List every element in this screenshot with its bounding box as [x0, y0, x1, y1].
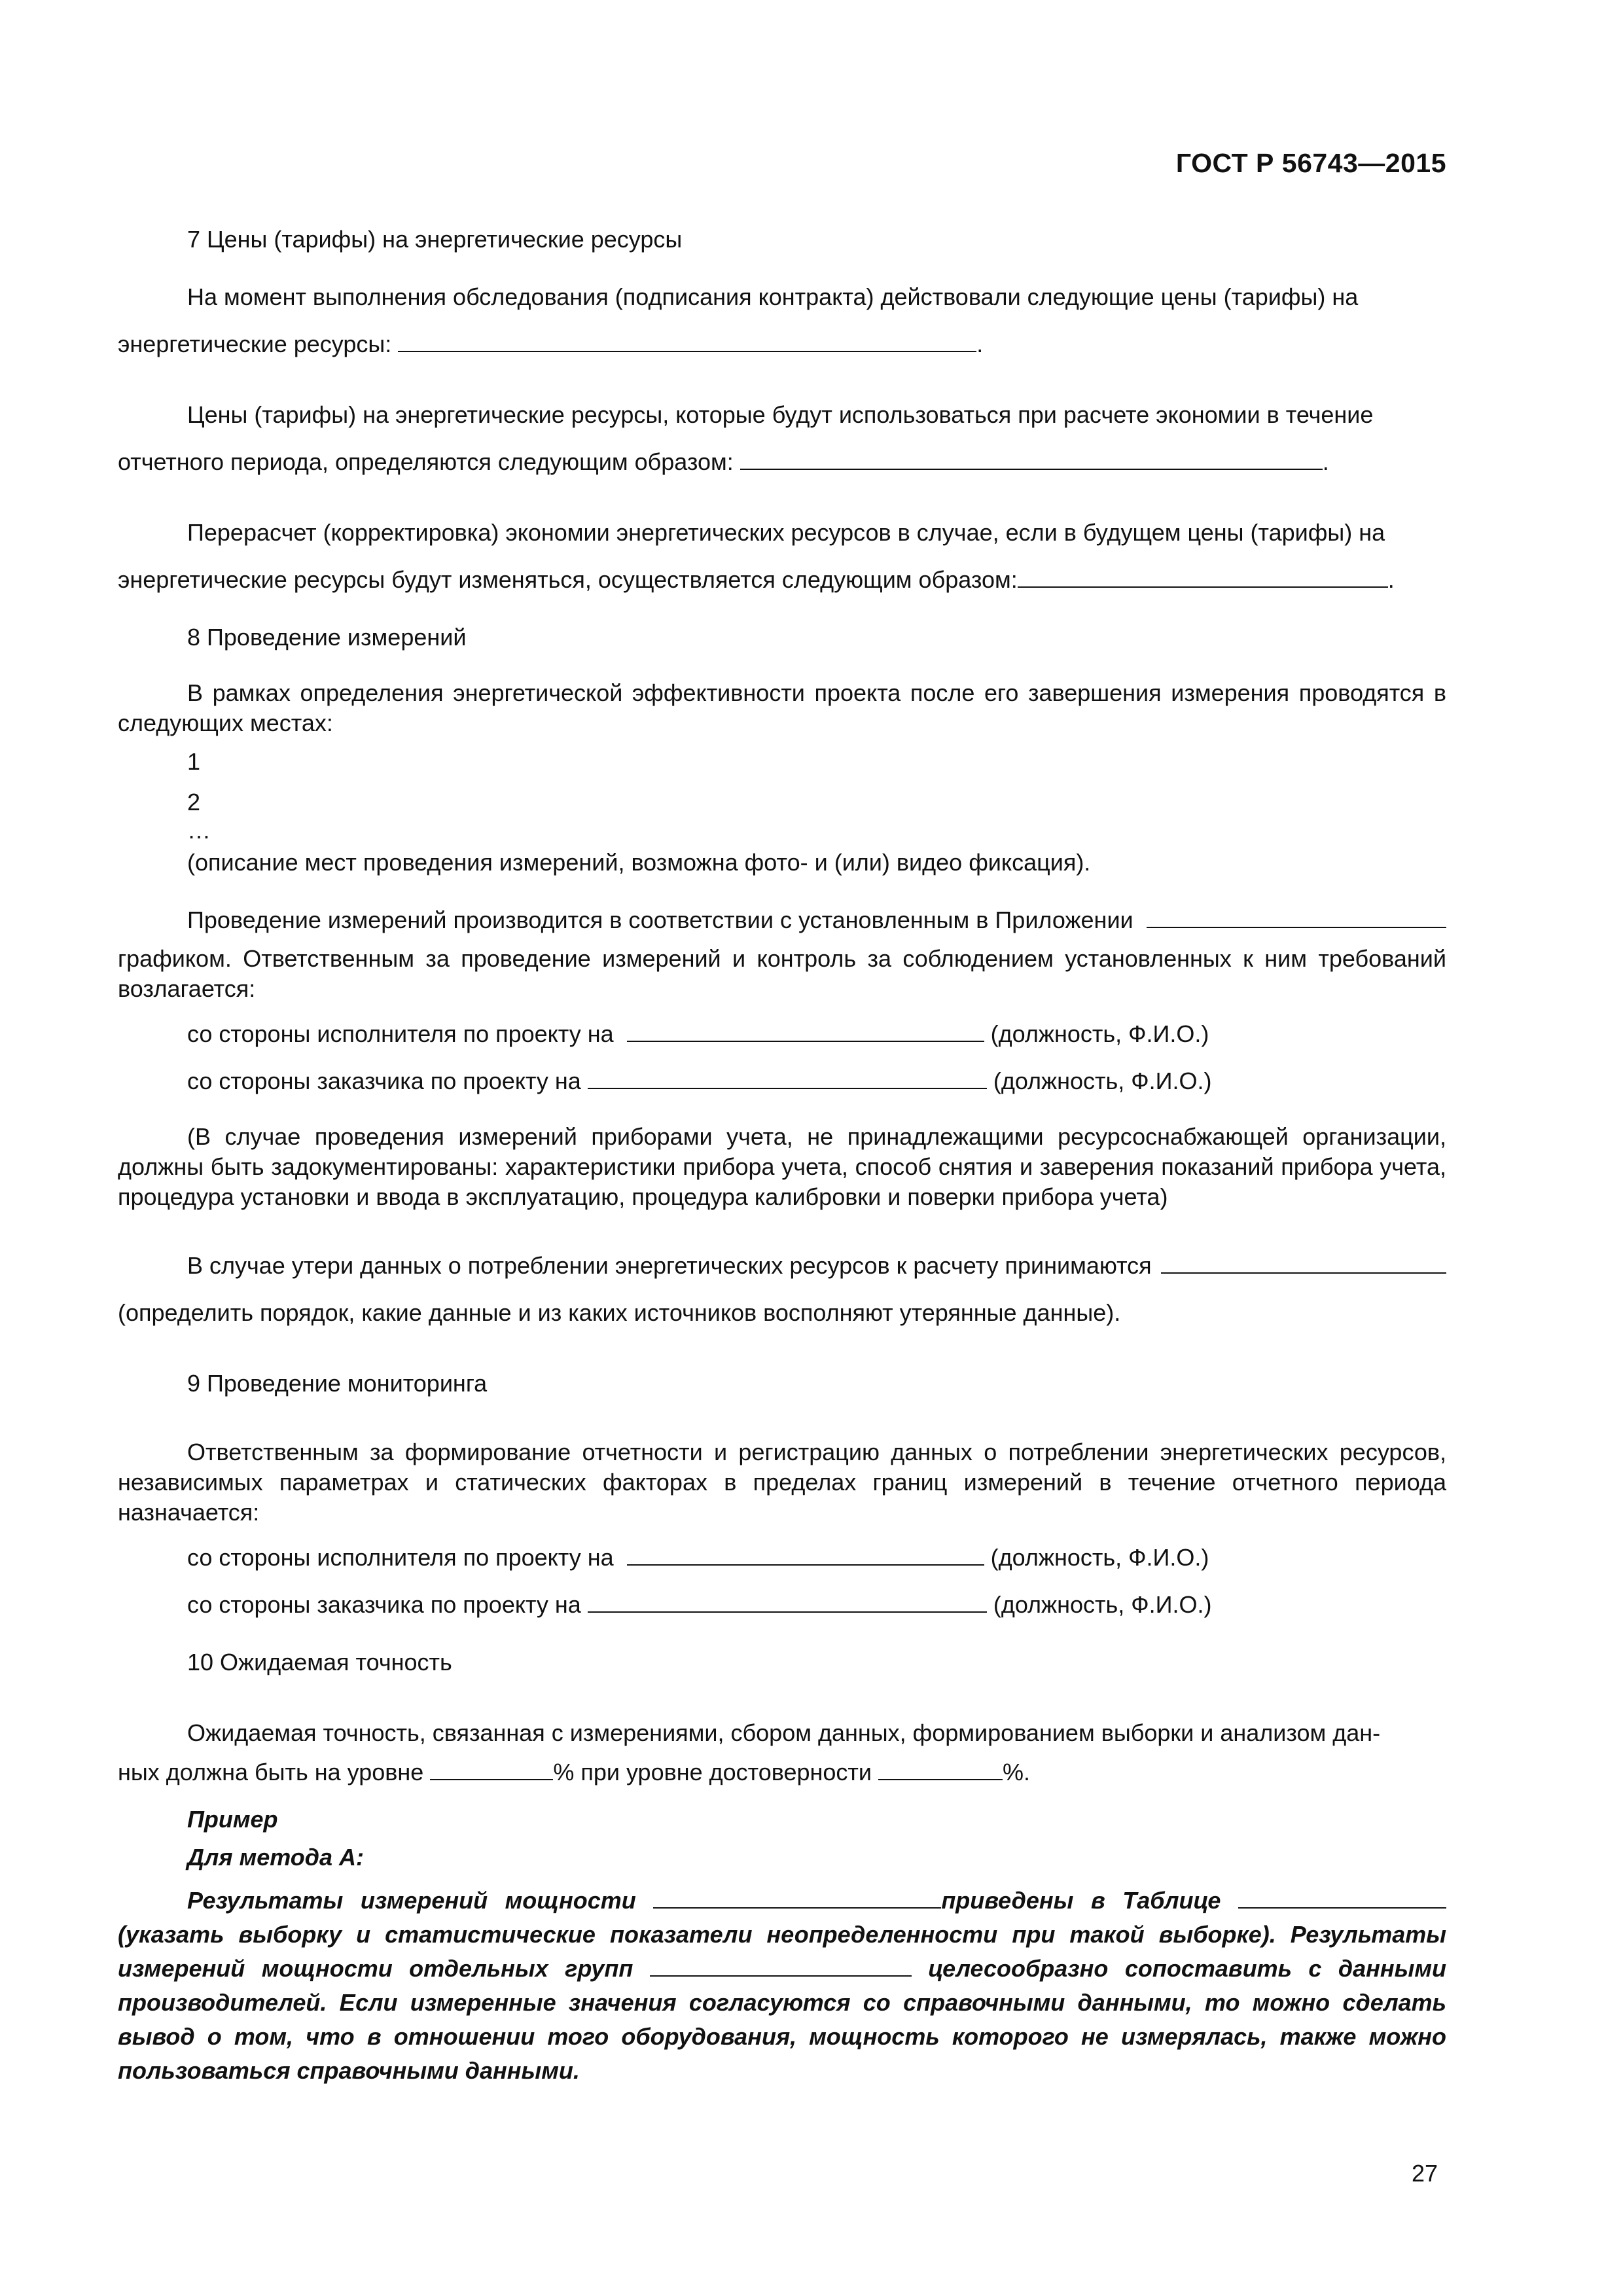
power-results-blank [653, 1888, 941, 1909]
section-7-title: 7 Цены (тарифы) на энергетические ресурсы [187, 226, 683, 253]
example-label: Пример [187, 1806, 278, 1833]
s7-p2-line-2: отчетного периода, определяются следующим образом: [118, 448, 734, 475]
period: . [976, 331, 984, 357]
page-number: 27 [1411, 2160, 1438, 2187]
accuracy-blank [430, 1759, 553, 1780]
s10-p1-line-2a: ных должна быть на уровне [118, 1759, 424, 1785]
s8-loss-paragraph-cont: (определить порядок, какие данные и из каких источников восполняют утерянные данные). [118, 1299, 1121, 1326]
s7-paragraph-3-cont [118, 563, 1446, 597]
executor-label: со стороны исполнителя по проекту на [187, 1020, 614, 1047]
appendix-blank [1147, 907, 1446, 928]
s7-p2-line-1: Цены (тарифы) на энергетические ресурсы, которые будут использоваться при расчете экономии в течение [187, 401, 1374, 428]
loss-blank [1161, 1253, 1446, 1274]
executor-blank [627, 1545, 984, 1566]
section-9-title: 9 Проведение мониторинга [187, 1370, 488, 1397]
s8-item-2: 2 [187, 789, 201, 816]
s8-paragraph-2 [118, 903, 1446, 937]
s7-p3-line-1: Перерасчет (корректировка) экономии энергетических ресурсов в случае, если в будущем цены (тарифы) на [187, 519, 1385, 546]
example-r4: целесообразно сопоставить с данными производителей. Если измеренные значения согласуются со справочными данными, то можно сделать вывод о том, что в отношении того оборудования, мощность которого не измерялась, также можно пользоваться справочными данными. [118, 1955, 1446, 2084]
table-blank [1238, 1888, 1446, 1909]
period: . [1387, 566, 1395, 593]
tariff-blank [398, 331, 976, 352]
loss-line-1: В случае утери данных о потреблении энергетических ресурсов к расчету принимаются [187, 1252, 1152, 1279]
position-label: (должность, Ф.И.О.) [990, 1020, 1209, 1047]
section-8-title: 8 Проведение измерений [187, 624, 467, 651]
s7-paragraph-3 [118, 516, 1446, 550]
position-label: (должность, Ф.И.О.) [990, 1544, 1209, 1571]
s8-item-1: 1 [187, 748, 201, 775]
groups-blank [650, 1956, 912, 1977]
s7-p3-line-2: энергетические ресурсы будут изменяться, осуществляется следующим образом: [118, 566, 1018, 593]
s8-paragraph-1: В рамках определения энергетической эффективности проекта после его завершения измерения проводятся в следующих местах: [118, 679, 1446, 736]
s7-paragraph-1 [118, 280, 1446, 314]
example-paragraph [118, 1884, 1446, 2088]
s7-p1-line-1: На момент выполнения обследования (подписания контракта) действовали следующие цены (тарифы) на [187, 283, 1359, 310]
s10-paragraph-1-cont [118, 1755, 1446, 1789]
s8-item-ellipsis: … [187, 817, 211, 844]
s9-paragraph-1: Ответственным за формирование отчетности и регистрацию данных о потреблении энергетических ресурсов, независимых параметрах и статических факторах в пределах границ измерений в течение отчетного периода назначается: [118, 1439, 1446, 1526]
s9-customer-line [118, 1588, 1446, 1622]
customer-label: со стороны заказчика по проекту на [187, 1591, 581, 1618]
s8-note: (В случае проведения измерений приборами учета, не принадлежащими ресурсоснабжающей организации, должны быть задокументированы: характеристики прибора учета, способ снятия и заверения показаний прибора учета, процедура установки и ввода в эксплуатацию, процедура калибровки и поверки прибора учета) [118, 1123, 1446, 1210]
s9-executor-line [118, 1541, 1446, 1575]
s8-executor-line [118, 1017, 1446, 1051]
s8-loss-paragraph [118, 1249, 1446, 1283]
example-r1: Результаты измерений мощности [187, 1887, 636, 1914]
example-r3: (указать выборку и статистические показатели неопределенности при такой выборке). Результаты измерений мощности отдельных групп [118, 1921, 1446, 1982]
example-r2: приведены в Таблице [941, 1887, 1221, 1914]
s10-p1-line-1: Ожидаемая точность, связанная с измерениями, сбором данных, формированием выборки и анализом дан- [187, 1719, 1381, 1746]
position-label: (должность, Ф.И.О.) [993, 1591, 1212, 1618]
customer-blank [588, 1068, 987, 1089]
document-body [118, 223, 1446, 2088]
s7-paragraph-1-cont [118, 327, 1446, 361]
s10-p1-line-2b: % при уровне достоверности [553, 1759, 872, 1785]
s8-description: (описание мест проведения измерений, возможна фото- и (или) видео фиксация). [187, 849, 1091, 876]
tariff-method-blank [740, 449, 1323, 470]
example-method: Для метода А: [187, 1844, 365, 1871]
period: . [1322, 448, 1329, 475]
customer-blank [588, 1592, 987, 1613]
executor-blank [627, 1021, 984, 1042]
confidence-blank [878, 1759, 1003, 1780]
document-header: ГОСТ Р 56743—2015 [1175, 148, 1446, 178]
recalc-blank [1018, 567, 1388, 588]
customer-label: со стороны заказчика по проекту на [187, 1067, 581, 1094]
section-10-title: 10 Ожидаемая точность [187, 1649, 452, 1676]
s10-p1-line-2c: %. [1003, 1759, 1031, 1785]
s8-p2-line-1: Проведение измерений производится в соответствии с установленным в Приложении [187, 906, 1133, 933]
s7-paragraph-2-cont [118, 445, 1446, 479]
position-label: (должность, Ф.И.О.) [993, 1067, 1212, 1094]
s8-paragraph-2-cont: графиком. Ответственным за проведение измерений и контроль за соблюдением установленных к ним требований возлагается: [118, 945, 1446, 1002]
s7-paragraph-2 [118, 398, 1446, 432]
executor-label: со стороны исполнителя по проекту на [187, 1544, 614, 1571]
s8-customer-line [118, 1064, 1446, 1098]
s7-p1-line-2: энергетические ресурсы: [118, 331, 392, 357]
s10-paragraph-1 [118, 1716, 1446, 1750]
